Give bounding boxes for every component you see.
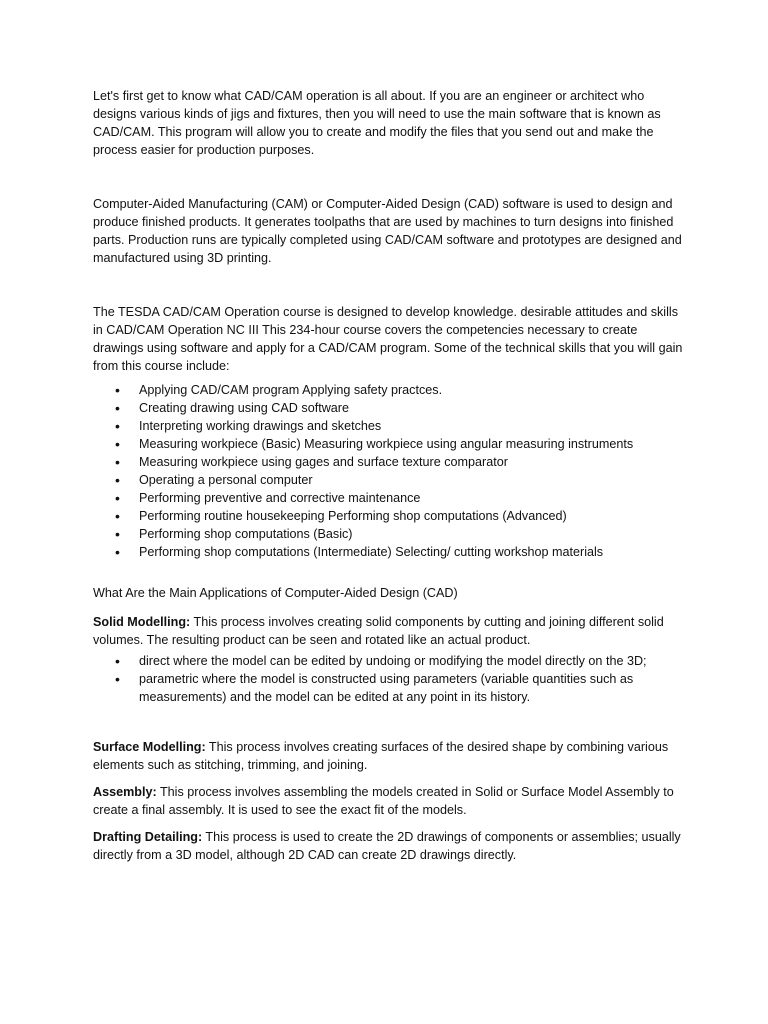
skills-list <box>93 381 683 561</box>
skills-list-item: • Performing preventive and corrective maintenance <box>93 489 683 507</box>
skills-list-item: • Performing shop computations (Basic) <box>93 525 683 543</box>
intro-paragraph-tesda-course: The TESDA CAD/CAM Operation course is designed to develop knowledge. desirable attitudes and skills in CAD/CAM Operation NC III This 234-hour course covers the competencies necessary to create drawings using software and apply for a CAD/CAM program. Some of the technical skills that you will gain from this course include: <box>93 305 683 373</box>
surface-modelling-term: Surface Modelling: <box>93 740 206 754</box>
skills-list-item: • Interpreting working drawings and sketches <box>93 417 683 435</box>
drafting-detailing-text: This process is used to create the 2D drawings of components or assemblies; usually directly from a 3D model, although 2D CAD can create 2D drawings directly. <box>93 830 681 862</box>
intro-paragraph-cam-cad-software: Computer-Aided Manufacturing (CAM) or Computer-Aided Design (CAD) software is used to design and produce finished products. It generates toolpaths that are used by machines to turn designs into finished parts. Production runs are typically completed using CAD/CAM software and prototypes are designed and manufactured using 3D printing. <box>93 197 682 265</box>
skills-list-item: • Performing shop computations (Intermediate) Selecting/ cutting workshop materials <box>93 543 683 561</box>
solid-modelling-list-item: • direct where the model can be edited by undoing or modifying the model directly on the 3D; <box>93 652 683 670</box>
solid-modelling-list-item: • parametric where the model is constructed using parameters (variable quantities such as measurements) and the model can be edited at any point in its history. <box>93 670 683 706</box>
skills-list-item: • Measuring workpiece (Basic) Measuring workpiece using angular measuring instruments <box>93 435 683 453</box>
solid-modelling-list <box>93 652 683 706</box>
applications-heading: What Are the Main Applications of Computer-Aided Design (CAD) <box>93 586 458 600</box>
surface-modelling-paragraph <box>93 738 683 774</box>
assembly-paragraph <box>93 783 683 819</box>
solid-modelling-paragraph <box>93 613 683 649</box>
solid-modelling-text: This process involves creating solid components by cutting and joining different solid volumes. The resulting product can be seen and rotated like an actual product. <box>93 615 664 647</box>
skills-list-item: • Creating drawing using CAD software <box>93 399 683 417</box>
skills-list-item: • Operating a personal computer <box>93 471 683 489</box>
assembly-term: Assembly: <box>93 785 157 799</box>
skills-list-item: • Measuring workpiece using gages and surface texture comparator <box>93 453 683 471</box>
document-body <box>93 87 683 864</box>
drafting-detailing-term: Drafting Detailing: <box>93 830 203 844</box>
skills-list-item: • Performing routine housekeeping Performing shop computations (Advanced) <box>93 507 683 525</box>
surface-modelling-text: This process involves creating surfaces of the desired shape by combining various elements such as stitching, trimming, and joining. <box>93 740 669 772</box>
skills-list-item: • Applying CAD/CAM program Applying safety practces. <box>93 381 683 399</box>
intro-paragraph-cad-cam: Let's first get to know what CAD/CAM operation is all about. If you are an engineer or architect who designs various kinds of jigs and fixtures, then you will need to use the main software that is known as CAD/CAM. This program will allow you to create and modify the files that you send out and make the process easier for production purposes. <box>93 89 661 157</box>
solid-modelling-term: Solid Modelling: <box>93 615 191 629</box>
assembly-text: This process involves assembling the models created in Solid or Surface Model Assembly to create a final assembly. It is used to see the exact fit of the models. <box>93 785 674 817</box>
drafting-detailing-paragraph <box>93 828 683 864</box>
